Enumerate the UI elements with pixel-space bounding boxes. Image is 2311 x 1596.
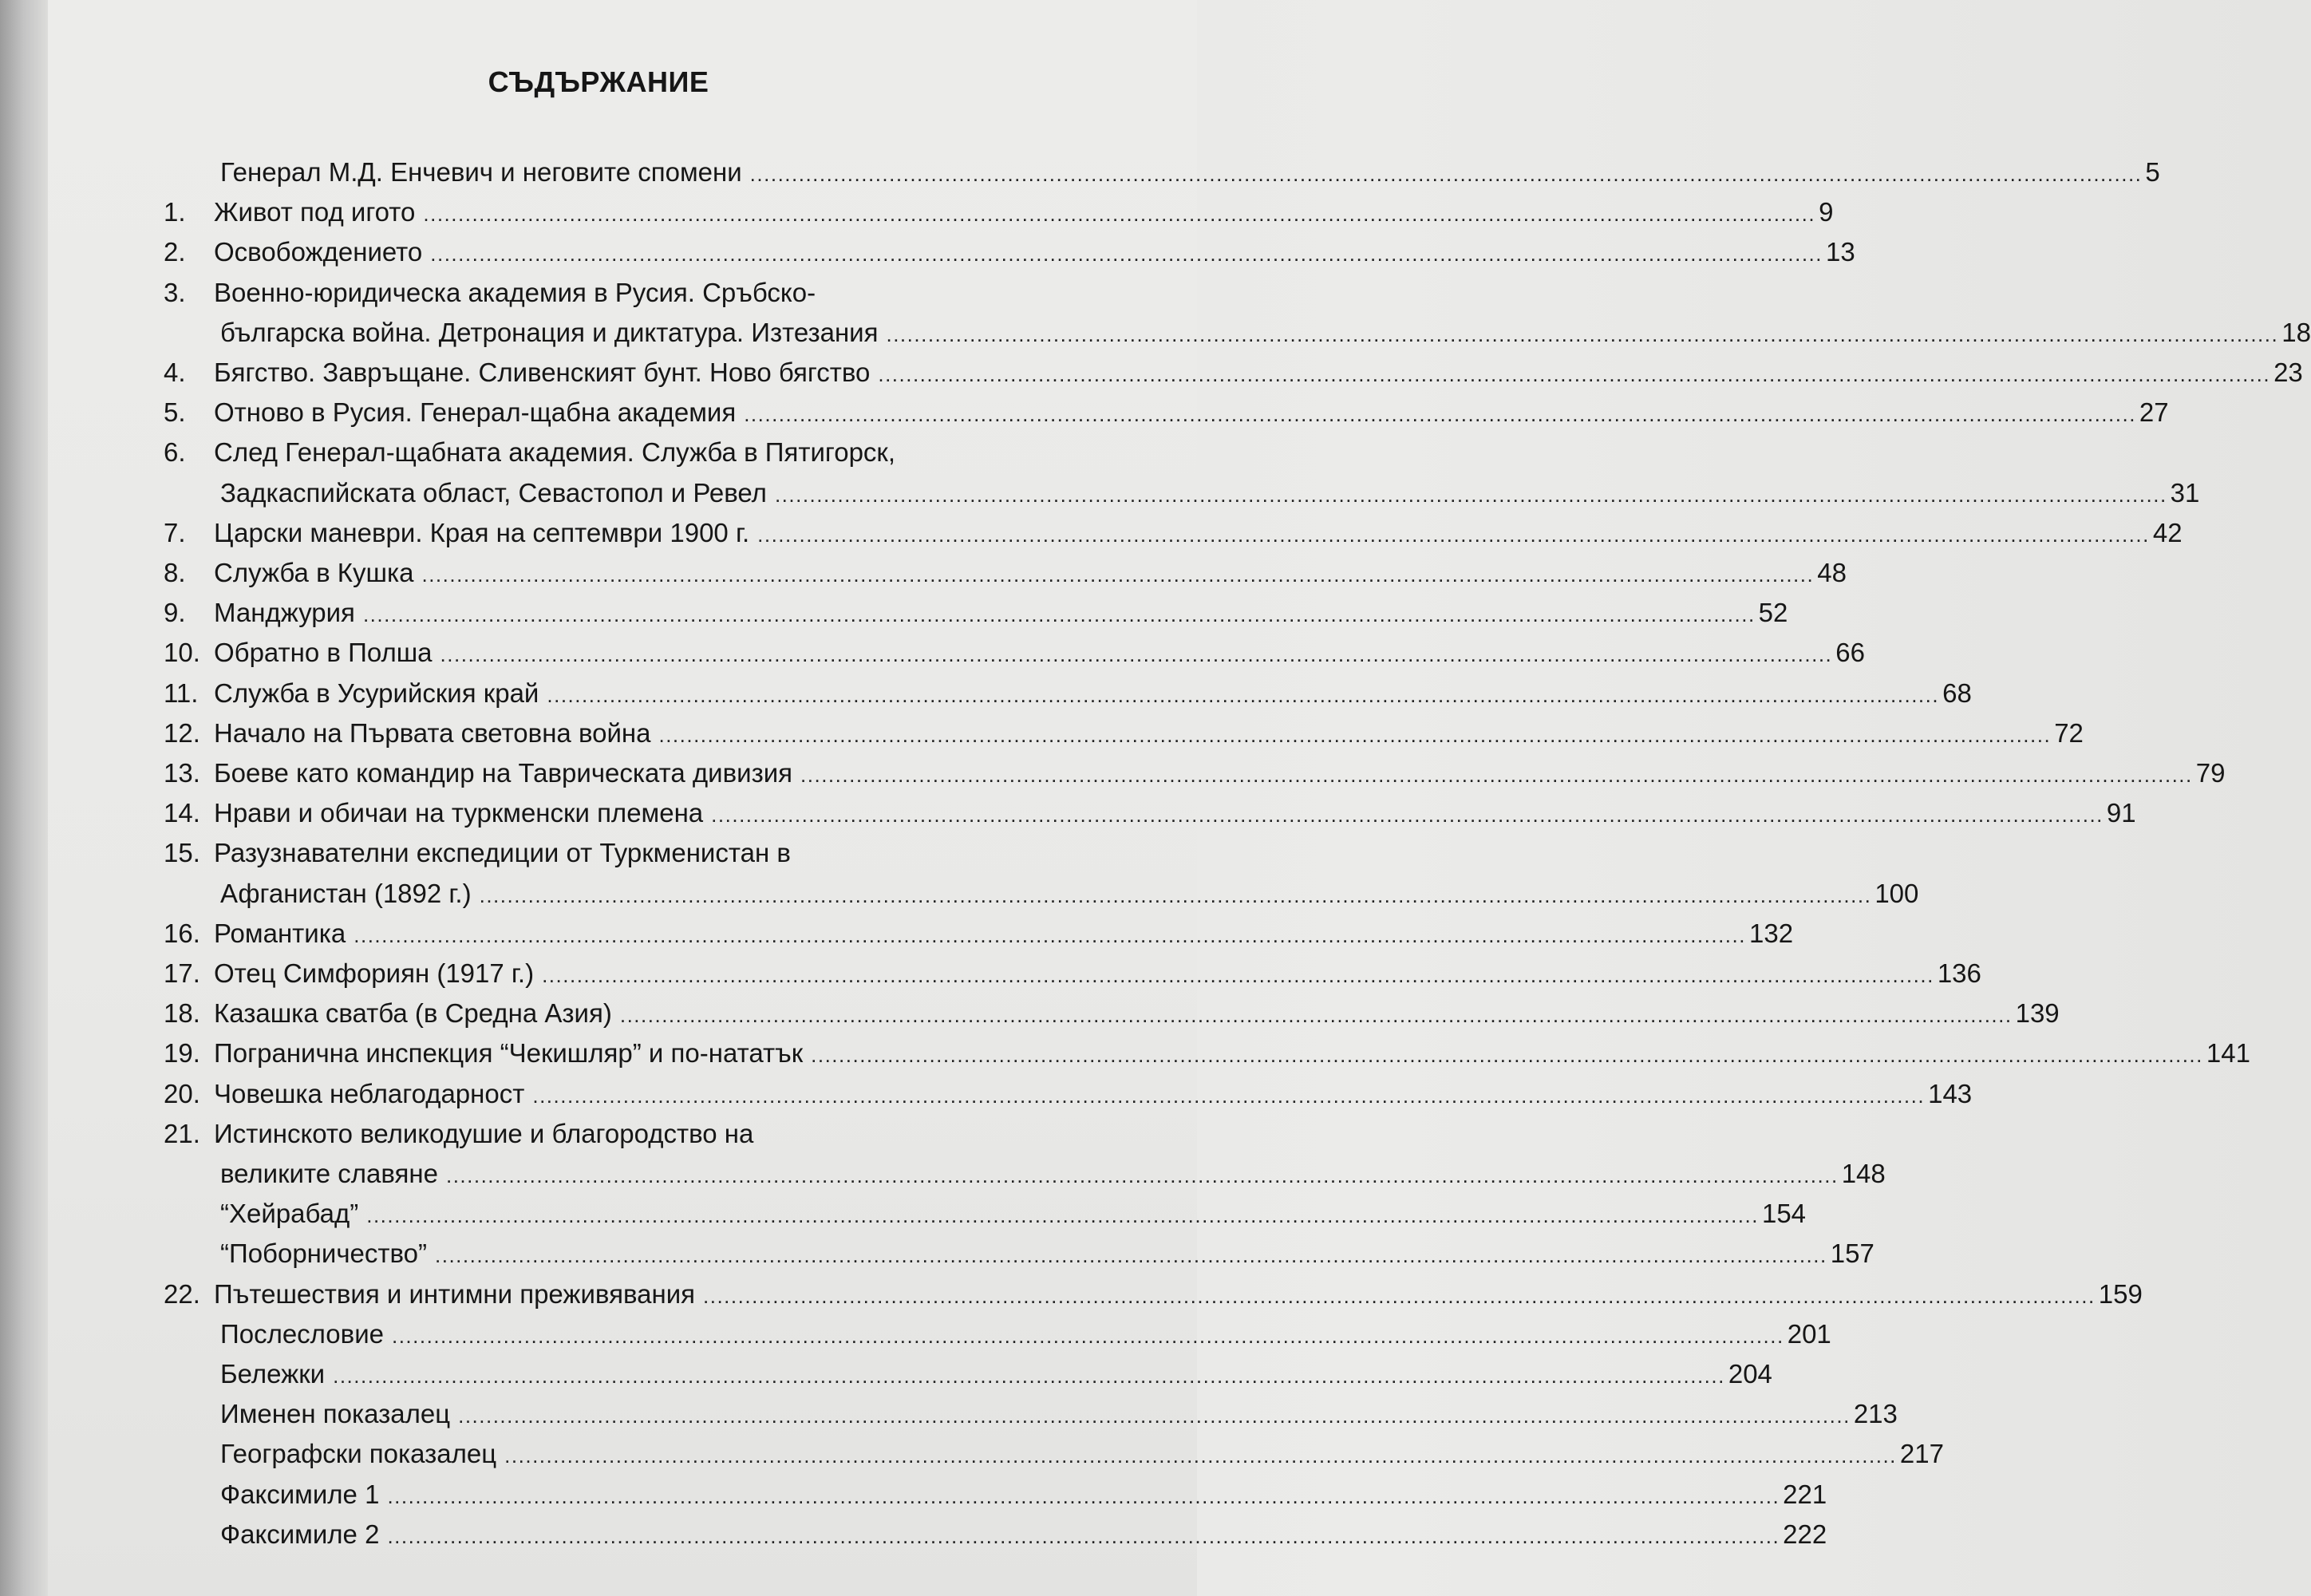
toc-entry-line — [214, 194, 1834, 231]
toc-page-number: 27 — [2139, 397, 2169, 428]
toc-dot-leader: ........................................................................................................................................................................................................ — [354, 922, 1746, 947]
toc-page-number: 42 — [2152, 517, 2183, 547]
toc-entry-title: Начало на Първата световна война — [214, 717, 651, 748]
toc-entry-line — [214, 394, 2169, 431]
toc-entry-line — [220, 1396, 1898, 1432]
toc-entry-line — [214, 1035, 2250, 1072]
toc-entry-line — [214, 995, 2060, 1032]
toc-entry-line — [220, 1156, 1886, 1192]
toc-entry-title: Казашка сватба (в Средна Азия) — [214, 998, 612, 1029]
toc-dot-leader: ........................................................................................................................................................................................................ — [532, 1083, 1926, 1108]
toc-entry-title: След Генерал-щабната академия. Служба в Пятигорск, — [214, 437, 896, 468]
toc-entry-title: Бягство. Завръщане. Сливенският бунт. Ново бягство — [214, 358, 871, 387]
toc-entry-line — [214, 234, 1855, 271]
toc-entry-number: 15. — [164, 838, 200, 868]
toc-dot-leader: ........................................................................................................................................................................................................ — [886, 322, 2279, 346]
toc-entry-number: 16. — [164, 918, 200, 948]
toc-entry-title: Генерал М.Д. Енчевич и неговите спомени — [220, 157, 742, 187]
toc-entry-title: Живот под игото — [214, 197, 416, 227]
toc-dot-leader: ........................................................................................................................................................................................................ — [800, 763, 2193, 787]
toc-entry-title: Манджурия — [214, 598, 355, 628]
toc-entry-number: 7. — [164, 517, 186, 547]
toc-page-number: 136 — [1937, 958, 1981, 988]
toc-dot-leader: ........................................................................................................................................................................................................ — [878, 362, 2271, 386]
toc-dot-leader: ........................................................................................................................................................................................................ — [774, 482, 2167, 507]
toc-entry-line — [214, 275, 1079, 311]
toc-entry-number: 14. — [164, 798, 200, 828]
toc-page-number: 159 — [2098, 1278, 2143, 1309]
toc-page-number: 68 — [1942, 678, 1972, 708]
toc-entry-number: 17. — [164, 958, 200, 988]
toc-dot-leader: ........................................................................................................................................................................................................ — [547, 682, 1940, 707]
toc-page-number: 79 — [2195, 758, 2226, 788]
toc-entry-title: Истинското великодушие и благородство на — [214, 1118, 754, 1148]
toc-dot-leader: ........................................................................................................................................................................................................ — [391, 1323, 1784, 1348]
toc-entry-line — [214, 434, 1079, 471]
toc-page-number: 204 — [1728, 1359, 1772, 1389]
toc-entry-line — [214, 1076, 1973, 1112]
toc-page-number: 217 — [1899, 1439, 1944, 1469]
toc-entry-number: 10. — [164, 638, 200, 668]
toc-entry-title: Служба в Усурийския край — [214, 678, 539, 708]
toc-page-number: 18 — [2281, 317, 2311, 347]
toc-page-number: 141 — [2206, 1038, 2250, 1069]
toc-entry-title: Отец Симфориян (1917 г.) — [214, 958, 535, 988]
toc-entry-title: Обратно в Полша — [214, 638, 433, 668]
toc-entry-line — [220, 875, 1919, 912]
toc-entry-line — [220, 314, 2311, 351]
toc-dot-leader: ........................................................................................................................................................................................................ — [423, 202, 1816, 227]
toc-entry-line — [214, 354, 2303, 391]
toc-entry-line — [214, 955, 1981, 992]
toc-page-number: 91 — [2106, 798, 2136, 828]
toc-entry-number: 8. — [164, 558, 186, 587]
toc-page-number: 52 — [1758, 598, 1788, 628]
toc-dot-leader: ........................................................................................................................................................................................................ — [333, 1364, 1725, 1388]
toc-dot-leader: ........................................................................................................................................................................................................ — [744, 402, 2136, 427]
toc-entry-number: 2. — [164, 237, 186, 267]
toc-entry-line — [214, 915, 1794, 952]
toc-entry-number: 21. — [164, 1118, 200, 1148]
toc-dot-leader: ........................................................................................................................................................................................................ — [421, 563, 1815, 587]
toc-entry-title: Романтика — [214, 918, 346, 948]
toc-entry-number: 3. — [164, 277, 186, 307]
toc-entry-line — [220, 1195, 1807, 1232]
toc-entry-title: българска война. Детронация и диктатура. Изтезания — [220, 317, 879, 347]
toc-entry-title: великите славяне — [220, 1159, 438, 1188]
toc-dot-leader: ........................................................................................................................................................................................................ — [445, 1163, 1839, 1187]
toc-entry-line — [214, 755, 2226, 792]
toc-entry-line — [220, 154, 2160, 191]
toc-dot-leader: ........................................................................................................................................................................................................ — [387, 1523, 1780, 1548]
toc-entry-number: 1. — [164, 197, 186, 227]
toc-entry-line — [214, 675, 1972, 712]
toc-entry-line — [214, 715, 2084, 752]
toc-entry-title: Афганистан (1892 г.) — [220, 878, 472, 908]
toc-entry-number: 9. — [164, 598, 186, 628]
toc-entry-line — [214, 1276, 2143, 1313]
toc-dot-leader: ........................................................................................................................................................................................................ — [749, 162, 2143, 186]
toc-entry-title: Отново в Русия. Генерал-щабна академия — [214, 397, 737, 428]
toc-page-number: 23 — [2273, 358, 2303, 387]
toc-entry-title: Задкаспийската област, Севастопол и Ревел — [220, 477, 767, 508]
book-spine-shadow — [0, 0, 48, 1596]
toc-entry-line — [214, 795, 2136, 832]
toc-page-number: 66 — [1835, 638, 1865, 668]
toc-dot-leader: ........................................................................................................................................................................................................ — [658, 722, 2052, 747]
toc-entry-line — [214, 1116, 1079, 1152]
toc-dot-leader: ........................................................................................................................................................................................................ — [458, 1404, 1851, 1428]
toc-page-number: 201 — [1787, 1318, 1831, 1349]
toc-dot-leader: ........................................................................................................................................................................................................ — [366, 1203, 1759, 1228]
toc-entry-title: Географски показалец — [220, 1439, 497, 1469]
toc-page-number: 221 — [1783, 1479, 1827, 1509]
toc-page-number: 154 — [1761, 1199, 1807, 1229]
toc-entry-number: 11. — [164, 678, 199, 708]
toc-entry-title: “Поборничество” — [220, 1238, 427, 1269]
toc-entry-line — [214, 595, 1788, 631]
toc-entry-title: Царски маневри. Края на септември 1900 г. — [214, 517, 750, 547]
toc-dot-leader: ........................................................................................................................................................................................................ — [440, 642, 1833, 667]
toc-entry-number: 4. — [164, 358, 186, 387]
toc-entry-number: 12. — [164, 717, 200, 748]
toc-entry-title: “Хейрабад” — [220, 1199, 359, 1229]
toc-dot-leader: ........................................................................................................................................................................................................ — [703, 1283, 2096, 1308]
toc-dot-leader: ........................................................................................................................................................................................................ — [430, 242, 1823, 267]
toc-entry-title: Разузнавателни експедиции от Туркменистан в — [214, 838, 791, 868]
toc-dot-leader: ........................................................................................................................................................................................................ — [711, 803, 2104, 828]
toc-entry-line — [214, 835, 1079, 871]
toc-entry-line — [214, 555, 1847, 591]
toc-entry-title: Послесловие — [220, 1318, 384, 1349]
toc-entry-title: Именен показалец — [220, 1399, 451, 1429]
toc-page-number: 139 — [2015, 998, 2060, 1029]
page-title: СЪДЪРЖАНИЕ — [488, 65, 709, 98]
toc-dot-leader: ........................................................................................................................................................................................................ — [757, 522, 2150, 547]
toc-entry-number: 5. — [164, 397, 186, 428]
toc-entry-line — [220, 1476, 1827, 1513]
toc-page-number: 222 — [1783, 1519, 1827, 1549]
toc-dot-leader: ........................................................................................................................................................................................................ — [479, 883, 1872, 907]
toc-entry-title: Боеве като командир на Таврическата дивизия — [214, 758, 793, 788]
toc-page-number: 72 — [2054, 717, 2084, 748]
toc-entry-title: Пътешествия и интимни преживявания — [214, 1278, 695, 1309]
toc-entry-number: 22. — [164, 1278, 200, 1309]
toc-entry-number: 13. — [164, 758, 200, 788]
toc-page-number: 148 — [1841, 1159, 1886, 1188]
toc-page-number: 157 — [1830, 1238, 1874, 1269]
toc-page-number: 213 — [1853, 1399, 1898, 1429]
toc-dot-leader: ........................................................................................................................................................................................................ — [504, 1444, 1897, 1468]
toc-entry-title: Нрави и обичаи на туркменски племена — [214, 798, 704, 828]
toc-entry-line — [214, 515, 2183, 551]
toc-dot-leader: ........................................................................................................................................................................................................ — [811, 1043, 2203, 1068]
toc-page-number: 31 — [2170, 477, 2200, 508]
toc-entry-line — [220, 1516, 1827, 1553]
toc-page-number: 13 — [1826, 237, 1855, 267]
toc-entry-title: Освобождението — [214, 237, 423, 267]
toc-entry-line — [214, 634, 1865, 671]
toc-dot-leader: ........................................................................................................................................................................................................ — [362, 602, 1756, 627]
toc-entry-title: Служба в Кушка — [214, 558, 414, 587]
toc-entry-title: Военно-юридическа академия в Русия. Сръбско- — [214, 277, 816, 307]
toc-entry-title: Факсимиле 1 — [220, 1479, 380, 1509]
toc-entry-number: 19. — [164, 1038, 200, 1069]
toc-page-number: 132 — [1748, 918, 1794, 948]
toc-entry-number: 20. — [164, 1078, 200, 1108]
toc-page-number: 143 — [1928, 1078, 1973, 1108]
toc-dot-leader: ........................................................................................................................................................................................................ — [387, 1483, 1780, 1508]
toc-page-number: 9 — [1819, 197, 1834, 227]
toc-entry-line — [220, 1235, 1874, 1272]
toc-dot-leader: ........................................................................................................................................................................................................ — [542, 963, 1934, 987]
toc-dot-leader: ........................................................................................................................................................................................................ — [435, 1243, 1827, 1268]
toc-dot-leader: ........................................................................................................................................................................................................ — [619, 1003, 2013, 1028]
toc-entry-line — [220, 475, 2200, 512]
toc-entry-line — [220, 1436, 1944, 1472]
toc-entry-number: 18. — [164, 998, 200, 1029]
toc-entry-line — [220, 1316, 1831, 1353]
toc-page-number: 5 — [2145, 157, 2160, 187]
toc-entry-title: Факсимиле 2 — [220, 1519, 380, 1549]
toc-entry-title: Бележки — [220, 1359, 326, 1389]
toc-entry-title: Погранична инспекция “Чекишляр” и по-нататък — [214, 1038, 804, 1069]
toc-entry-line — [220, 1356, 1772, 1393]
toc-entry-number: 6. — [164, 437, 186, 468]
toc-entry-title: Човешка неблагодарност — [214, 1078, 525, 1108]
toc-page-number: 100 — [1874, 878, 1919, 908]
toc-page-number: 48 — [1817, 558, 1847, 587]
